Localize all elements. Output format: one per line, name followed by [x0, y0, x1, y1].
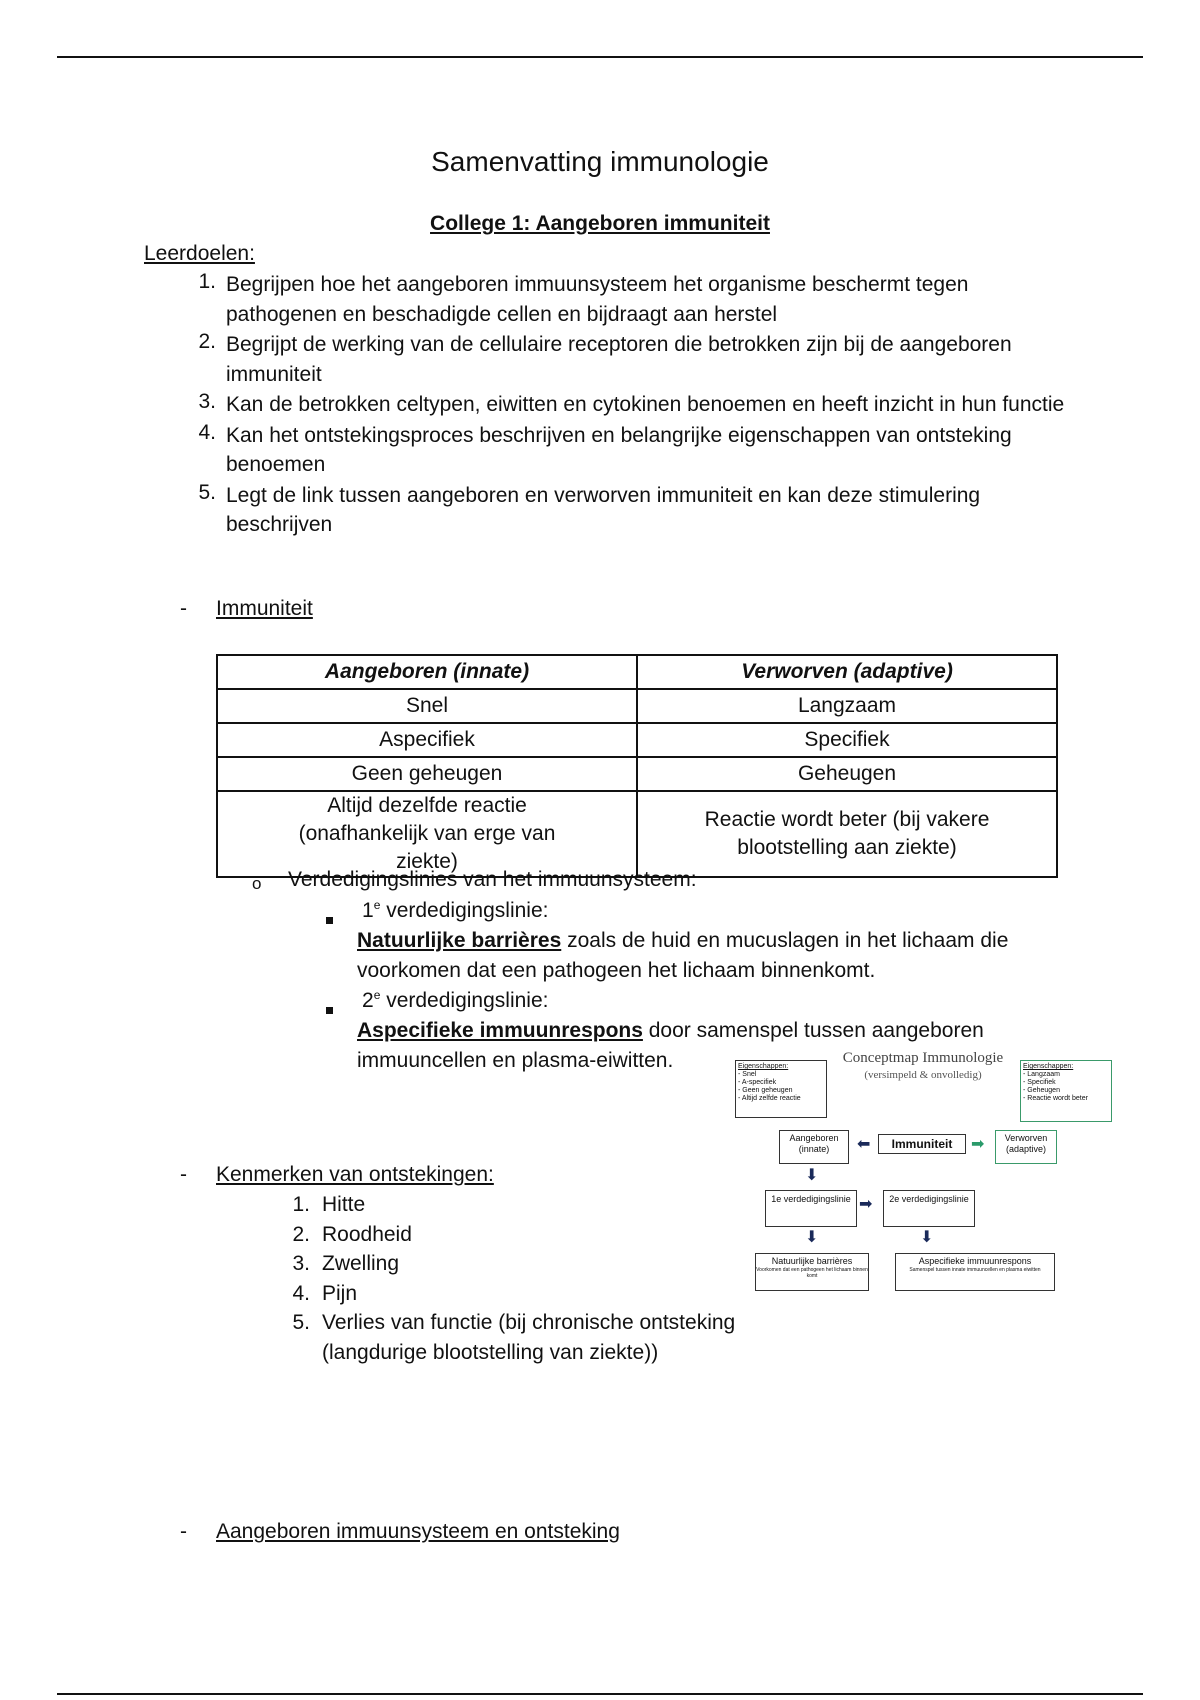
list-number: 1.	[292, 1193, 310, 1216]
table-cell: Reactie wordt beter (bij vakere blootstelling aan ziekte)	[637, 791, 1057, 877]
props-item: - Specifiek	[1023, 1079, 1056, 1086]
list-number: 3.	[198, 390, 216, 413]
conceptmap-second-line: 2e verdedigingslinie	[883, 1190, 975, 1227]
list-text: Pijn	[322, 1281, 358, 1305]
immuniteit-heading: Immuniteit	[216, 597, 313, 620]
props-heading: Eigenschappen:	[738, 1063, 789, 1070]
second-line-num: 2	[362, 989, 374, 1012]
comparison-table	[216, 654, 1058, 878]
first-line-rest-text: zoals de huid en mucuslagen in het lichaam die voorkomen dat een pathogeen het lichaam binnenkomt.	[357, 929, 1009, 982]
conceptmap-first-line: 1e verdedigingslinie	[765, 1190, 857, 1227]
circle-bullet: o	[252, 874, 262, 893]
arrow-left-icon: ⬅	[857, 1134, 871, 1153]
square-bullet	[326, 996, 333, 1020]
props-item: - Altijd zelfde reactie	[738, 1095, 801, 1102]
list-number: 2.	[292, 1222, 310, 1246]
props-heading: Eigenschappen:	[1023, 1063, 1074, 1070]
table-cell: Specifiek	[637, 723, 1057, 757]
table-row	[217, 757, 1057, 791]
last-section-heading: Aangeboren immuunsysteem en ontsteking	[216, 1520, 620, 1543]
conceptmap-subtitle: (versimpeld & onvolledig)	[864, 1069, 982, 1081]
list-item	[170, 330, 1070, 389]
table-cell: Aspecifiek	[217, 723, 637, 757]
props-item: - Snel	[738, 1071, 757, 1078]
table-cell: Geheugen	[637, 757, 1057, 791]
conceptmap-barriers	[755, 1253, 869, 1291]
arrow-down-icon: ⬇	[805, 1165, 819, 1184]
conceptmap-adaptive: Verworven (adaptive)	[995, 1130, 1057, 1164]
first-line-num: 1	[362, 899, 374, 922]
conceptmap-figure	[735, 1050, 1115, 1295]
second-line-rest: verdedigingslinie:	[380, 989, 549, 1012]
leerdoelen-heading: Leerdoelen:	[144, 242, 255, 265]
college-heading: College 1: Aangeboren immuniteit	[430, 212, 770, 235]
table-row	[217, 723, 1057, 757]
conceptmap-aspecific	[895, 1253, 1055, 1291]
list-text: Roodheid	[322, 1222, 412, 1246]
table-header-row	[217, 655, 1057, 689]
list-number: 1.	[198, 270, 216, 293]
list-item	[270, 1220, 790, 1250]
kenmerken-list	[270, 1190, 790, 1367]
arrow-down-icon: ⬇	[920, 1227, 934, 1246]
verdediging-heading: Verdedigingslinies van het immuunsysteem:	[288, 868, 697, 891]
bottom-rule	[57, 1693, 1143, 1695]
table-row	[217, 689, 1057, 723]
dash-bullet: -	[180, 597, 187, 620]
first-line-text	[357, 926, 1047, 985]
arrow-right-icon: ➡	[859, 1194, 873, 1213]
kenmerken-heading: Kenmerken van ontstekingen:	[216, 1163, 494, 1186]
top-rule	[57, 56, 1143, 58]
list-item	[170, 390, 1070, 420]
list-item	[170, 481, 1070, 540]
barriers-sub: Voorkomen dat een pathogeen het lichaam binnen komt	[756, 1267, 868, 1279]
first-line-rest: verdedigingslinie:	[380, 899, 549, 922]
dash-bullet: -	[180, 1520, 187, 1543]
arrow-down-icon: ⬇	[805, 1227, 819, 1246]
table-row	[217, 791, 1057, 877]
conceptmap-left-props	[735, 1060, 827, 1118]
first-line-label	[362, 898, 548, 923]
list-text: Legt de link tussen aangeboren en verworven immuniteit en kan deze stimulering beschrijven	[226, 483, 981, 536]
list-text: Hitte	[322, 1193, 366, 1216]
props-item: - Geen geheugen	[738, 1087, 793, 1094]
first-line-sup: e	[373, 898, 381, 912]
table-cell: Langzaam	[637, 689, 1057, 723]
props-item: - Langzaam	[1023, 1071, 1060, 1078]
conceptmap-center: Immuniteit	[878, 1134, 966, 1154]
list-item	[170, 421, 1070, 480]
list-number: 5.	[292, 1311, 310, 1334]
list-text: Begrijpt de werking van de cellulaire receptoren die betrokken zijn bij de aangeboren immuniteit	[226, 333, 1012, 386]
barriers-label: Natuurlijke barrières	[771, 1256, 853, 1266]
second-line-bold: Aspecifieke immuunrespons	[357, 1019, 643, 1042]
list-text: Kan het ontstekingsproces beschrijven en belangrijke eigenschappen van ontsteking benoemen	[226, 423, 1012, 476]
page-title: Samenvatting immunologie	[431, 146, 769, 177]
table-cell: Geen geheugen	[217, 757, 637, 791]
second-line-rest-text: door samenspel tussen aangeboren immuuncellen en plasma-eiwitten.	[357, 1019, 984, 1072]
second-line-sup: e	[373, 988, 381, 1002]
list-number: 3.	[292, 1252, 310, 1275]
dash-bullet: -	[180, 1163, 187, 1186]
list-item	[170, 270, 1070, 329]
list-number: 5.	[198, 480, 216, 504]
aspecific-sub: Samenspel tussen innate immuuncellen en plasma eiwitten	[909, 1267, 1041, 1273]
list-item	[270, 1190, 790, 1220]
list-number: 4.	[198, 420, 216, 444]
first-line-bold: Natuurlijke barrières	[357, 929, 562, 952]
list-text: Kan de betrokken celtypen, eiwitten en cytokinen benoemen en heeft inzicht in hun functie	[226, 393, 1065, 416]
conceptmap-right-props	[1020, 1060, 1112, 1122]
list-text: Begrijpen hoe het aangeboren immuunsysteem het organisme beschermt tegen pathogenen en beschadigde cellen en bijdraagt aan herstel	[226, 273, 969, 326]
list-item	[270, 1249, 790, 1279]
list-number: 2.	[198, 330, 216, 353]
list-text: Verlies van functie (bij chronische ontsteking (langdurige blootstelling van ziekte))	[322, 1311, 736, 1364]
list-item	[270, 1279, 790, 1309]
props-item: - Geheugen	[1023, 1087, 1060, 1094]
table-header: Verworven (adaptive)	[637, 655, 1057, 689]
list-text: Zwelling	[322, 1252, 400, 1275]
conceptmap-innate: Aangeboren (innate)	[779, 1130, 849, 1164]
table-cell: Altijd dezelfde reactie (onafhankelijk van erge van ziekte)	[217, 791, 637, 877]
square-bullet	[326, 906, 333, 930]
conceptmap-title: Conceptmap Immunologie	[842, 1050, 1004, 1066]
props-item: - A-specifiek	[738, 1079, 777, 1086]
arrow-right-icon: ➡	[971, 1134, 985, 1153]
table-header: Aangeboren (innate)	[217, 655, 637, 689]
list-item	[270, 1308, 790, 1367]
aspecific-label: Aspecifieke immuunrespons	[918, 1256, 1032, 1266]
second-line-label	[362, 988, 548, 1013]
list-number: 4.	[292, 1281, 310, 1305]
table-cell: Snel	[217, 689, 637, 723]
props-item: - Reactie wordt beter	[1023, 1095, 1088, 1102]
leerdoelen-list	[170, 270, 1070, 541]
